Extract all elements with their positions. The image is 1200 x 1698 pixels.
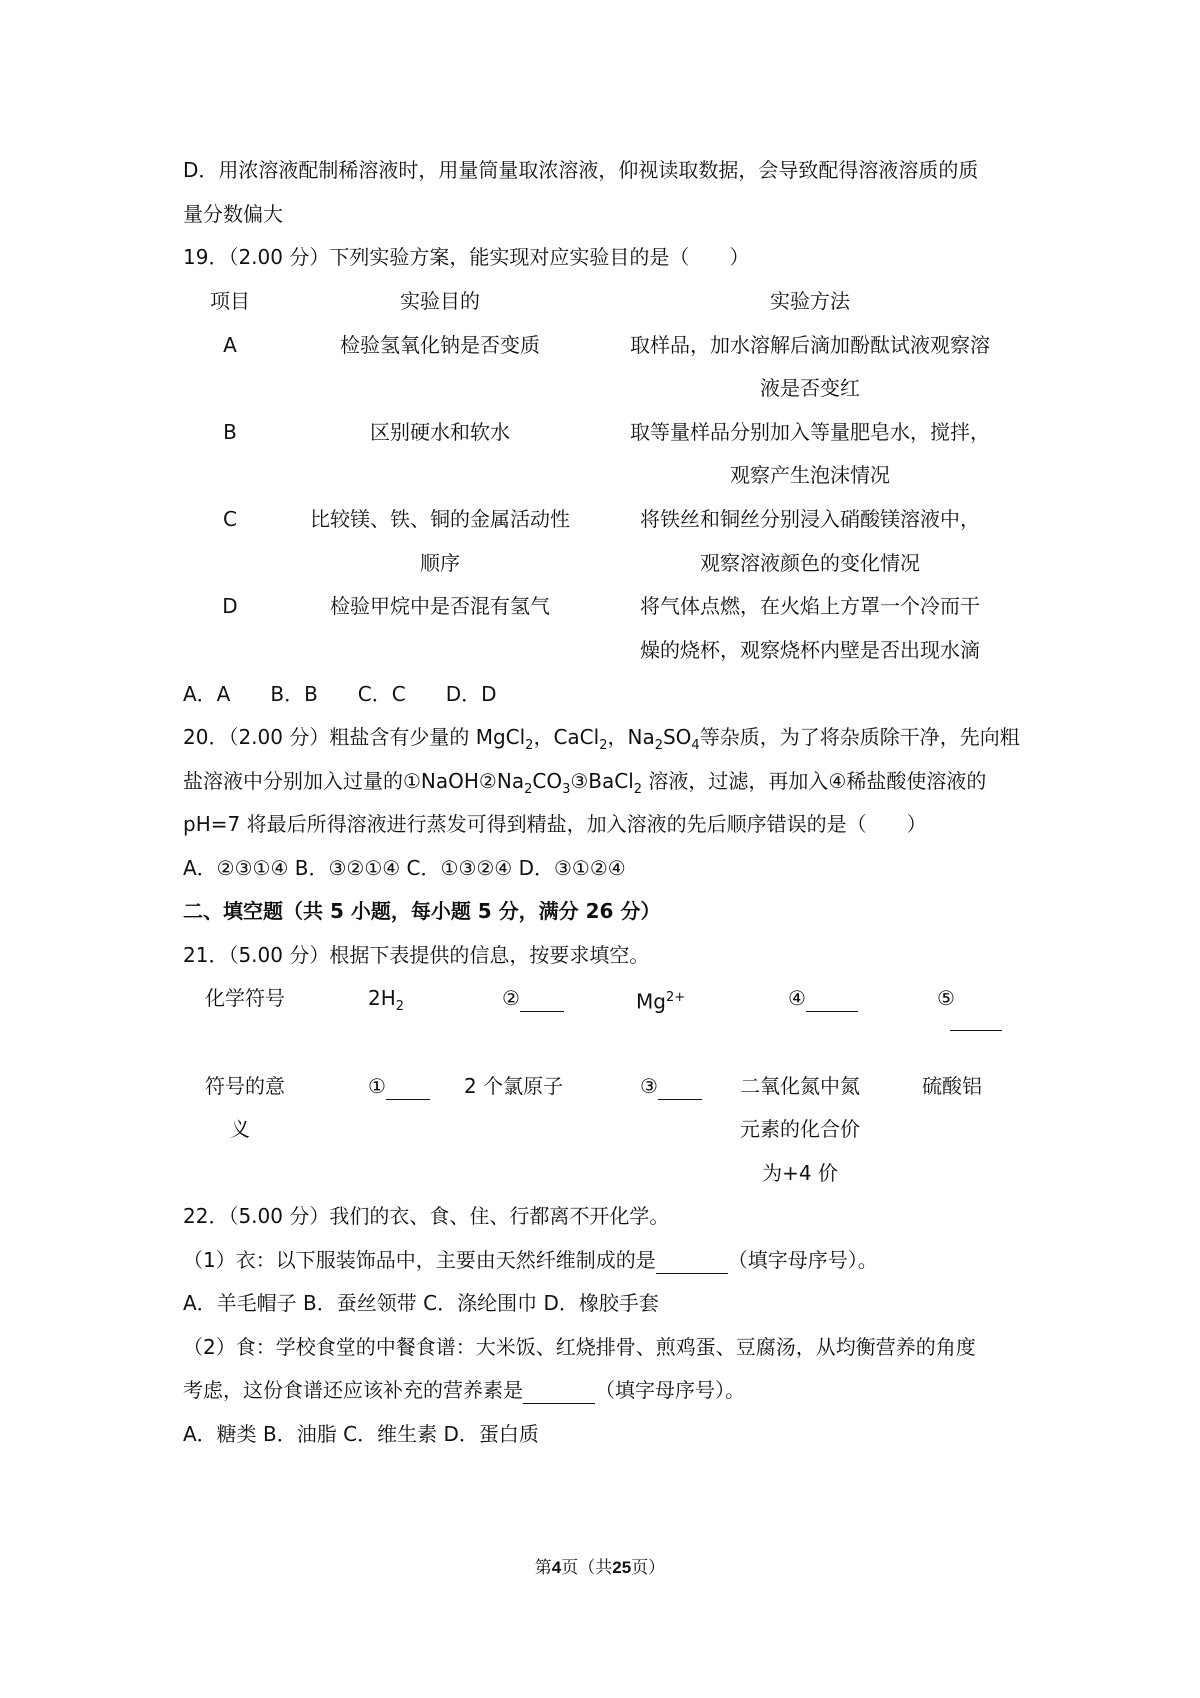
q19-row-method: 燥的烧杯，观察烧杯内壁是否出现水滴 [640, 638, 980, 662]
superscript: 2+ [665, 990, 686, 1005]
subscript: 2 [654, 738, 663, 753]
subscript: 4 [691, 738, 700, 753]
q20-text: ，Na [607, 725, 655, 749]
q19-row-purpose: 区别硬水和软水 [370, 420, 510, 444]
page-footer [0, 1553, 1200, 1578]
q22-text: （填字母序号）。 [727, 1248, 878, 1272]
subscript: 2 [525, 738, 534, 753]
q18-option-d-line1: D．用浓溶液配制稀溶液时，用量筒量取浓溶液，仰视读取数据，会导致配得溶液溶质的质 [183, 158, 979, 182]
q19-row-method: 液是否变红 [760, 376, 860, 400]
q21-meaning-al: 硫酸铝 [922, 1074, 982, 1098]
answer-blank[interactable] [658, 1077, 702, 1100]
circled-number: ④ [788, 986, 806, 1010]
q20-line2 [183, 767, 986, 804]
q19-row-method: 观察产生泡沫情况 [730, 463, 890, 487]
circled-number: ② [502, 986, 520, 1010]
q20-text: ，CaCl [533, 725, 600, 749]
q19-row-method: 观察溶液颜色的变化情况 [700, 551, 920, 575]
q21-blank-5-label: ⑤ [937, 986, 955, 1010]
q19-header-item: 项目 [210, 289, 250, 313]
answer-blank[interactable] [523, 1381, 595, 1404]
q19-row-item: D [222, 594, 238, 618]
formula-text: 2H [368, 986, 396, 1010]
q21-symbol-mg [636, 984, 685, 1016]
q19-row-purpose: 顺序 [420, 551, 460, 575]
q21-meaning-2cl: 2 个氯原子 [464, 1074, 564, 1098]
q22-part2-options: A．糖类 B．油脂 C．维生素 D．蛋白质 [183, 1422, 539, 1446]
q21-meaning-label: 义 [230, 1117, 250, 1141]
q21-blank-4 [788, 984, 858, 1012]
q19-row-item: B [223, 420, 237, 444]
q22-text: （1）衣：以下服装饰品中，主要由天然纤维制成的是 [183, 1248, 656, 1272]
q20-text: 溶液，过滤，再加入④稀盐酸使溶液的 [642, 769, 987, 793]
q19-header-method: 实验方法 [770, 289, 850, 313]
subscript: 2 [524, 782, 533, 797]
q20-text: 盐溶液中分别加入过量的①NaOH②Na [183, 769, 525, 793]
q21-blank-1 [368, 1072, 430, 1100]
q22-part2-line1: （2）食：学校食堂的中餐食谱：大米饭、红烧排骨、煎鸡蛋、豆腐汤，从均衡营养的角度 [183, 1335, 976, 1359]
q20-options: A．②③①④ B．③②①④ C．①③②④ D．③①②④ [183, 856, 626, 880]
answer-blank[interactable] [806, 989, 858, 1012]
q20-text: SO [662, 725, 692, 749]
subscript: 2 [599, 738, 608, 753]
q19-row-method: 将铁丝和铜丝分别浸入硝酸镁溶液中， [640, 507, 980, 531]
subscript: 2 [395, 999, 405, 1014]
q21-blank-3 [640, 1072, 702, 1100]
q20-text: 20．（2.00 分）粗盐含有少量的 MgCl [183, 725, 526, 749]
q21-symbol-2h2 [368, 984, 404, 1021]
q19-row-method: 取等量样品分别加入等量肥皂水，搅拌， [630, 420, 990, 444]
q19-stem: 19．（2.00 分）下列实验方案，能实现对应实验目的是（ ） [183, 245, 750, 269]
footer-text: 页） [631, 1558, 666, 1578]
answer-blank[interactable] [520, 989, 564, 1012]
q20-text: ③BaCl [570, 769, 634, 793]
q19-header-purpose: 实验目的 [400, 289, 480, 313]
subscript: 2 [633, 782, 643, 797]
q20-text: 等杂质，为了将杂质除干净，先向粗 [699, 725, 1020, 749]
q20-line1 [183, 723, 1020, 760]
total-pages: 25 [612, 1558, 632, 1577]
q19-row-method: 将气体点燃，在火焰上方罩一个冷而干 [640, 594, 980, 618]
q21-blank-2 [502, 984, 564, 1012]
q19-options: A．A B．B C．C D．D [183, 682, 497, 706]
q21-meaning-no2: 元素的化合价 [740, 1117, 860, 1141]
circled-number: ③ [640, 1074, 658, 1098]
q21-stem: 21．（5.00 分）根据下表提供的信息，按要求填空。 [183, 943, 650, 967]
q19-row-method: 取样品，加水溶解后滴加酚酞试液观察溶 [630, 333, 990, 357]
q18-option-d-line2: 量分数偏大 [183, 202, 283, 226]
q21-meaning-label: 符号的意 [205, 1074, 285, 1098]
q22-part1-options: A．羊毛帽子 B．蚕丝领带 C．涤纶围巾 D．橡胶手套 [183, 1291, 659, 1315]
q21-symbol-label: 化学符号 [205, 986, 285, 1010]
q21-meaning-no2: 为+4 价 [762, 1161, 838, 1185]
q22-part2-line2 [183, 1376, 745, 1404]
q22-text: （填字母序号）。 [595, 1378, 745, 1402]
subscript: 3 [562, 782, 571, 797]
q22-stem: 22．（5.00 分）我们的衣、食、住、行都离不开化学。 [183, 1204, 670, 1228]
q19-row-purpose: 比较镁、铁、铜的金属活动性 [310, 507, 570, 531]
q20-line3: pH=7 将最后所得溶液进行蒸发可得到精盐，加入溶液的先后顺序错误的是（ ） [183, 812, 927, 836]
answer-blank[interactable] [950, 1030, 1002, 1031]
circled-number: ① [368, 1074, 386, 1098]
q21-meaning-no2: 二氧化氮中氮 [740, 1074, 860, 1098]
q22-part1 [183, 1246, 878, 1274]
q19-row-item: C [223, 507, 237, 531]
footer-text: 第 [534, 1558, 552, 1578]
section-heading: 二、填空题（共 5 小题，每小题 5 分，满分 26 分） [183, 899, 661, 923]
formula-text: Mg [636, 989, 666, 1014]
answer-blank[interactable] [656, 1251, 728, 1274]
q19-row-item: A [223, 333, 237, 357]
page-number: 4 [551, 1558, 562, 1577]
q22-text: 考虑，这份食谱还应该补充的营养素是 [183, 1378, 523, 1402]
answer-blank[interactable] [386, 1077, 430, 1100]
footer-text: 页（共 [561, 1558, 613, 1578]
q19-row-purpose: 检验氢氧化钠是否变质 [340, 333, 540, 357]
q20-text: CO [532, 769, 563, 793]
q19-row-purpose: 检验甲烷中是否混有氢气 [330, 594, 550, 618]
